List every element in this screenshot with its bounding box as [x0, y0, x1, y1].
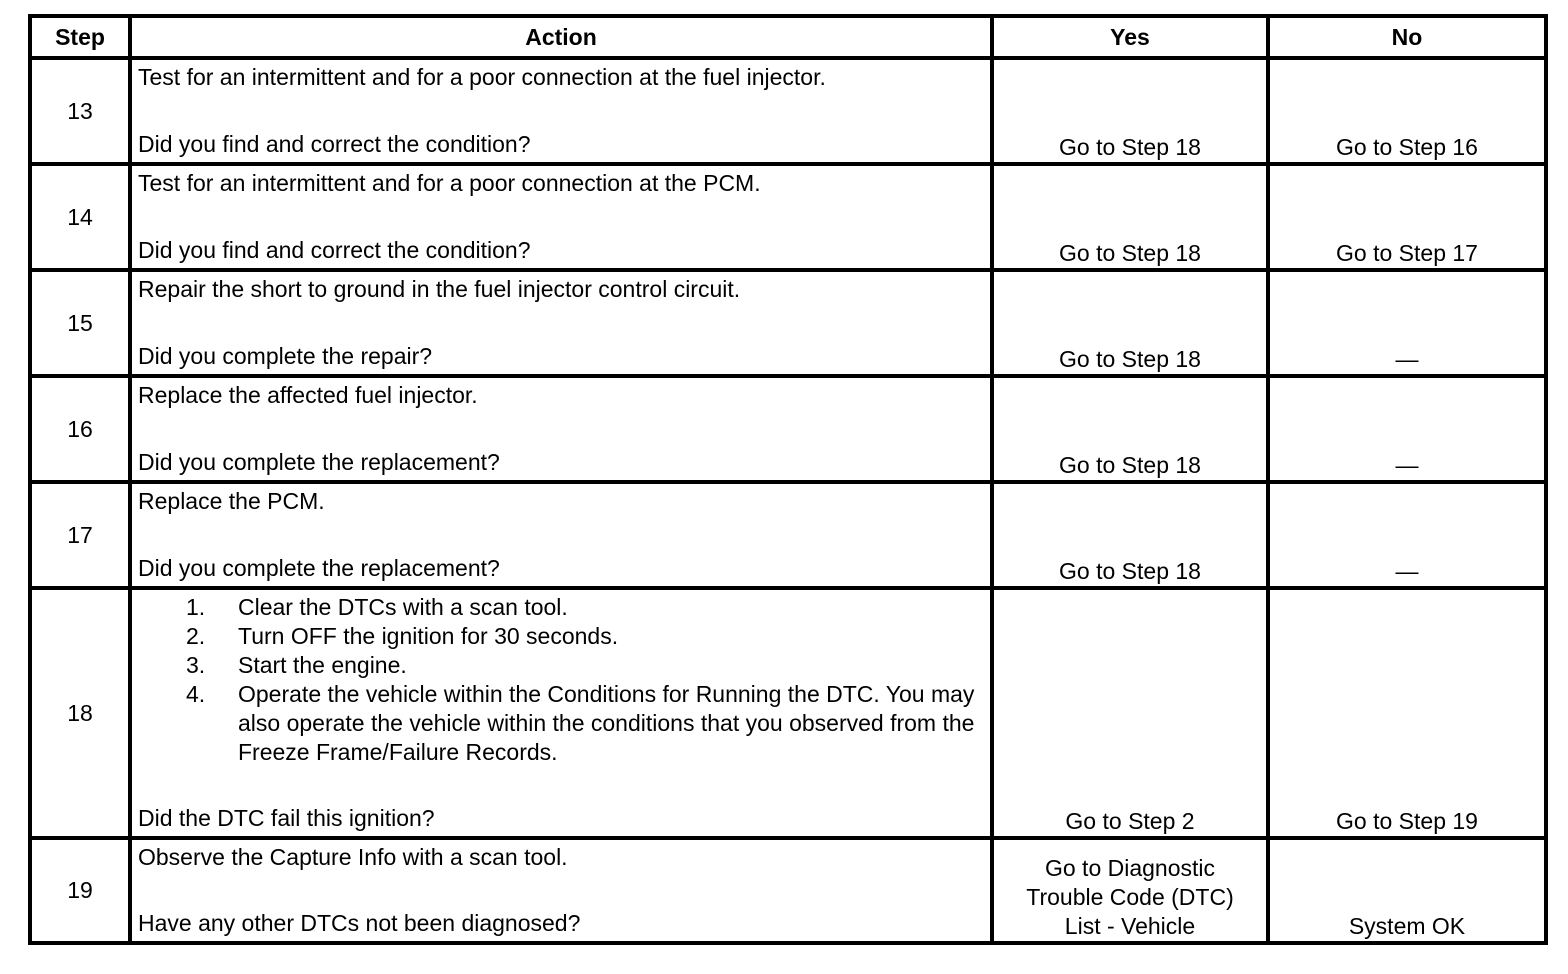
- yes-result: Go to Step 18: [992, 376, 1268, 482]
- step-number: 13: [30, 58, 130, 164]
- yes-result-line: List - Vehicle: [1064, 913, 1196, 939]
- step-number: 14: [30, 164, 130, 270]
- action-text: Test for an intermittent and for a poor connection at the PCM.: [138, 170, 761, 196]
- substep-text: Operate the vehicle within the Conditions for Running the DTC. You may also operate the vehicle within the conditions that you observed from the Freeze Frame/Failure Records.: [238, 681, 975, 765]
- action-text: Test for an intermittent and for a poor connection at the fuel injector.: [138, 64, 826, 90]
- action-cell: [130, 588, 992, 838]
- header-step: Step: [30, 16, 130, 58]
- question-text: Did you find and correct the condition?: [138, 131, 531, 157]
- table-row: [30, 376, 1546, 482]
- diagnostic-table: [28, 14, 1548, 945]
- action-cell: [130, 838, 992, 943]
- substep-number: 3.: [186, 652, 206, 678]
- list-item: [138, 593, 986, 622]
- question-text: Did you complete the repair?: [138, 343, 433, 369]
- header-yes: Yes: [992, 16, 1268, 58]
- yes-result: Go to Step 18: [992, 58, 1268, 164]
- yes-result: Go to Step 18: [992, 482, 1268, 588]
- list-item: [138, 680, 986, 767]
- action-text: Repair the short to ground in the fuel injector control circuit.: [138, 276, 741, 302]
- substep-list: [138, 593, 986, 767]
- table-row: [30, 270, 1546, 376]
- step-number: 18: [30, 588, 130, 838]
- action-text: Observe the Capture Info with a scan tool.: [138, 844, 568, 870]
- table-row: [30, 482, 1546, 588]
- step-number: 15: [30, 270, 130, 376]
- no-result: —: [1268, 270, 1546, 376]
- step-number: 16: [30, 376, 130, 482]
- no-result: Go to Step 19: [1268, 588, 1546, 838]
- header-no: No: [1268, 16, 1546, 58]
- question-text: Did the DTC fail this ignition?: [138, 805, 435, 831]
- question-text: Have any other DTCs not been diagnosed?: [138, 910, 581, 936]
- list-item: [138, 651, 986, 680]
- no-result: Go to Step 16: [1268, 58, 1546, 164]
- question-text: Did you complete the replacement?: [138, 449, 500, 475]
- substep-text: Clear the DTCs with a scan tool.: [238, 594, 568, 620]
- yes-result: Go to Step 18: [992, 164, 1268, 270]
- question-text: Did you complete the replacement?: [138, 555, 500, 581]
- action-text: Replace the affected fuel injector.: [138, 382, 478, 408]
- action-cell: [130, 58, 992, 164]
- substep-text: Start the engine.: [238, 652, 407, 678]
- action-cell: [130, 164, 992, 270]
- yes-result-line: Trouble Code (DTC): [1026, 884, 1234, 910]
- action-cell: [130, 270, 992, 376]
- yes-result: [992, 838, 1268, 943]
- yes-result-line: Go to Diagnostic: [1044, 855, 1216, 881]
- no-result: System OK: [1268, 838, 1546, 943]
- substep-number: 2.: [186, 623, 206, 649]
- step-number: 17: [30, 482, 130, 588]
- table-row: [30, 164, 1546, 270]
- action-text: Replace the PCM.: [138, 488, 325, 514]
- yes-result: Go to Step 2: [992, 588, 1268, 838]
- table-row: [30, 838, 1546, 943]
- question-text: Did you find and correct the condition?: [138, 237, 531, 263]
- yes-result: Go to Step 18: [992, 270, 1268, 376]
- table-row: [30, 58, 1546, 164]
- no-result: —: [1268, 482, 1546, 588]
- header-row: [30, 16, 1546, 58]
- step-number: 19: [30, 838, 130, 943]
- header-action: Action: [130, 16, 992, 58]
- list-item: [138, 622, 986, 651]
- substep-number: 4.: [186, 681, 206, 707]
- substep-text: Turn OFF the ignition for 30 seconds.: [238, 623, 619, 649]
- action-cell: [130, 482, 992, 588]
- no-result: Go to Step 17: [1268, 164, 1546, 270]
- table-row: [30, 588, 1546, 838]
- substep-number: 1.: [186, 594, 206, 620]
- no-result: —: [1268, 376, 1546, 482]
- action-cell: [130, 376, 992, 482]
